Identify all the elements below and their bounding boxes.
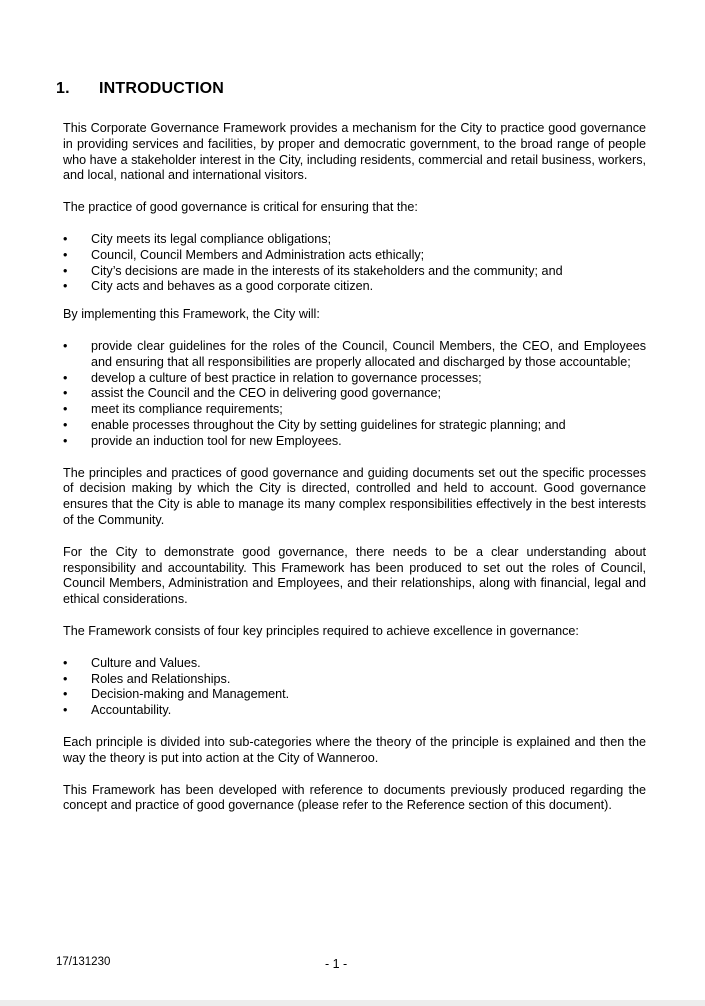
bullet-icon: • (63, 655, 68, 670)
paragraph-principles: The principles and practices of good governance and guiding documents set out the specific processes of decision making by which the City is directed, controlled and held to account. Good governance ensures that the City is able to manage its many complex responsibilities effectively in the best interests of the Community. (63, 465, 646, 527)
list-item-text: City meets its legal compliance obligations; (91, 231, 332, 246)
paragraph-references: This Framework has been developed with reference to documents previously produced regarding the concept and practice of good governance (please refer to the Reference section of this document). (63, 782, 646, 813)
bullet-icon: • (63, 671, 68, 686)
section-heading (56, 80, 224, 98)
list-item (63, 371, 646, 387)
list-item-text: Culture and Values. (91, 655, 201, 670)
list-item-text: Accountability. (91, 703, 172, 718)
paragraph-intro: This Corporate Governance Framework provides a mechanism for the City to practice good governance in providing services and facilities, by proper and democratic government, to the broad range of people who have a stakeholder interest in the City, including residents, commercial and retail business, workers, and local, national and international visitors. (63, 121, 646, 183)
paragraph-implementing: By implementing this Framework, the City will: (63, 307, 320, 322)
list-item (63, 232, 646, 248)
framework-goals-list (63, 339, 646, 450)
page-number: - 1 - (325, 957, 348, 971)
list-item-text: provide clear guidelines for the roles of the Council, Council Members, the CEO, and Employees and ensuring that all responsibilities are properly allocated and discharged by those accountable; (91, 338, 646, 369)
section-title: INTRODUCTION (99, 80, 225, 97)
document-body (63, 121, 646, 814)
list-item-text: Roles and Relationships. (91, 671, 231, 686)
list-item-text: City’s decisions are made in the interests of its stakeholders and the community; and (91, 263, 563, 278)
list-item (63, 386, 646, 402)
governance-outcomes-list (63, 232, 646, 295)
list-item (63, 339, 646, 371)
bullet-icon: • (63, 386, 68, 401)
list-item-text: Decision-making and Management. (91, 687, 290, 702)
page-bottom-edge (0, 1000, 705, 1006)
list-item (63, 402, 646, 418)
paragraph-demonstrate: For the City to demonstrate good governance, there needs to be a clear understanding about responsibility and accountability. This Framework has been produced to set out the roles of Council, Council Members, Administration and Employees, and their relationships, along with financial, legal and ethical considerations. (63, 544, 646, 607)
list-item (63, 264, 646, 280)
list-item (63, 279, 646, 295)
list-item-text: provide an induction tool for new Employees. (91, 433, 342, 448)
paragraph-key-principles: The Framework consists of four key principles required to achieve excellence in governance: (63, 623, 579, 638)
bullet-icon: • (63, 433, 68, 448)
key-principles-list (63, 656, 646, 719)
bullet-icon: • (63, 417, 68, 432)
paragraph-practice: The practice of good governance is critical for ensuring that the: (63, 200, 418, 215)
list-item (63, 434, 646, 450)
list-item (63, 418, 646, 434)
list-item-text: City acts and behaves as a good corporate citizen. (91, 279, 374, 294)
list-item (63, 248, 646, 264)
bullet-icon: • (63, 703, 68, 718)
document-number: 17/131230 (56, 956, 111, 968)
list-item (63, 703, 646, 719)
bullet-icon: • (63, 247, 68, 262)
list-item (63, 672, 646, 688)
list-item-text: enable processes throughout the City by setting guidelines for strategic planning; and (91, 417, 566, 432)
list-item-text: meet its compliance requirements; (91, 402, 283, 417)
list-item (63, 687, 646, 703)
bullet-icon: • (63, 687, 68, 702)
bullet-icon: • (63, 402, 68, 417)
bullet-icon: • (63, 338, 68, 353)
bullet-icon: • (63, 263, 68, 278)
bullet-icon: • (63, 231, 68, 246)
bullet-icon: • (63, 370, 68, 385)
list-item-text: assist the Council and the CEO in delivering good governance; (91, 386, 442, 401)
paragraph-subcategories: Each principle is divided into sub-categories where the theory of the principle is explained and then the way the theory is put into action at the City of Wanneroo. (63, 734, 646, 765)
list-item (63, 656, 646, 672)
bullet-icon: • (63, 279, 68, 294)
section-number: 1. (56, 80, 70, 97)
list-item-text: develop a culture of best practice in relation to governance processes; (91, 370, 482, 385)
list-item-text: Council, Council Members and Administration acts ethically; (91, 247, 425, 262)
